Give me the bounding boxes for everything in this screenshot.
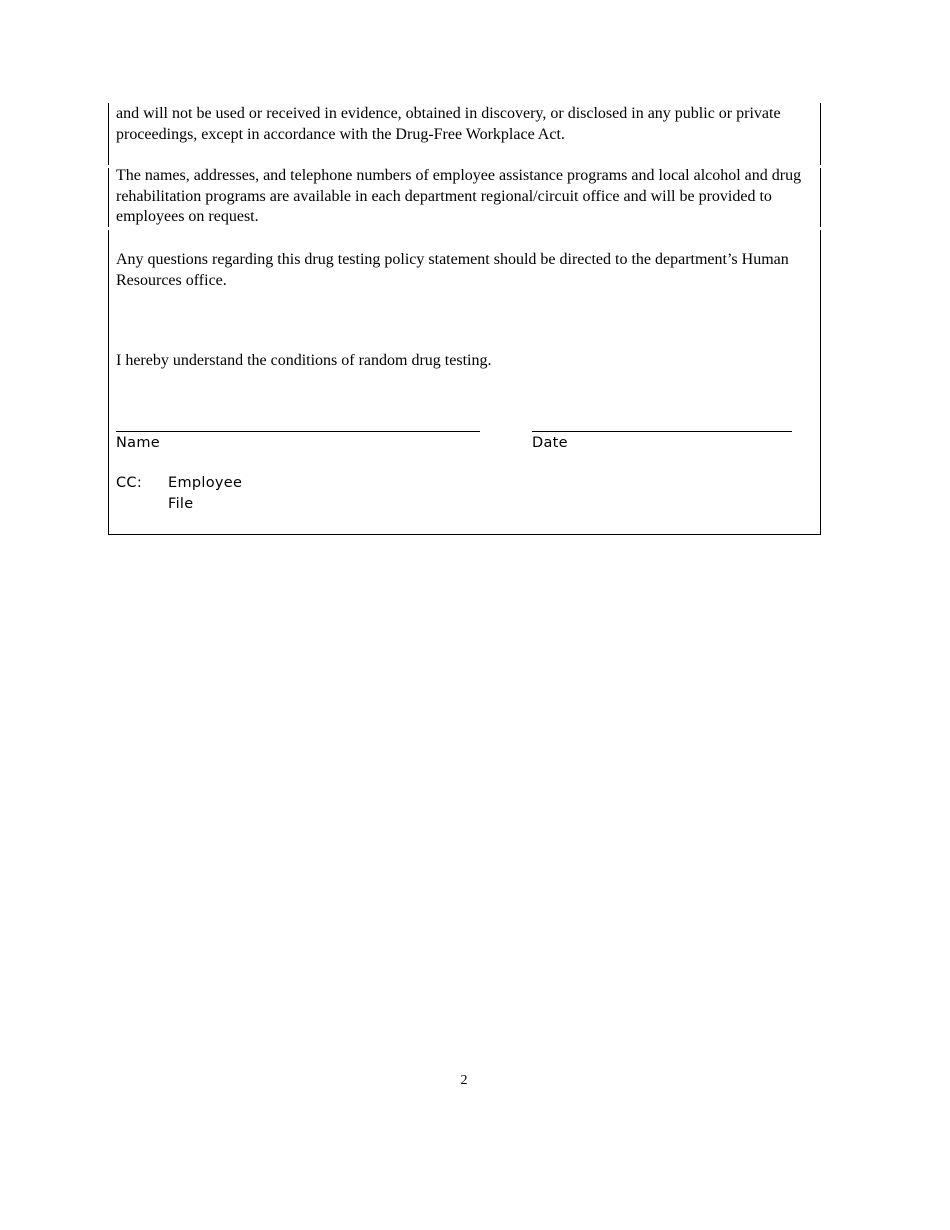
page-number: 2	[460, 1073, 468, 1088]
cc-recipient: Employee	[168, 475, 243, 491]
name-signature-line[interactable]	[116, 431, 480, 432]
border-gap	[107, 165, 110, 168]
border-gap	[820, 165, 823, 168]
cc-recipient: File	[168, 496, 194, 512]
date-signature-line[interactable]	[532, 431, 792, 432]
name-label: Name	[116, 435, 160, 451]
assistance-programs-paragraph: The names, addresses, and telephone numbers of employee assistance programs and local alcohol and drug rehabilitation programs are available in each department regional/circuit office and will be provided to employees on request.	[116, 167, 802, 225]
questions-paragraph: Any questions regarding this drug testing policy statement should be directed to the department’s Human Resources office.	[116, 251, 789, 289]
border-gap	[107, 227, 110, 230]
acknowledgement-statement: I hereby understand the conditions of random drug testing.	[116, 352, 492, 369]
confidentiality-paragraph: and will not be used or received in evidence, obtained in discovery, or disclosed in any public or private proceedings, except in accordance with the Drug-Free Workplace Act.	[116, 105, 781, 143]
date-label: Date	[532, 435, 568, 451]
cc-label: CC:	[116, 475, 143, 491]
border-gap	[820, 227, 823, 230]
